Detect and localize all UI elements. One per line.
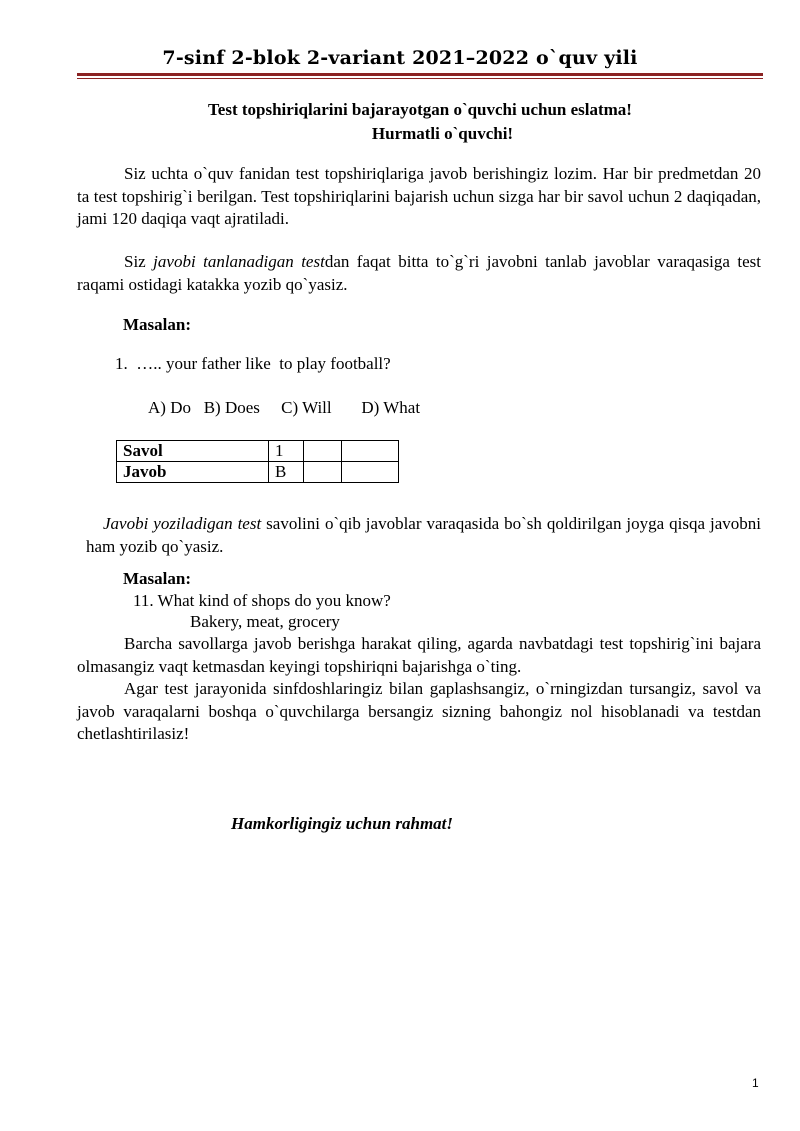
greeting-heading: Hurmatli o`quvchi!	[371, 124, 514, 143]
paragraph-effort	[77, 633, 761, 678]
emphasis-multiple-choice: javobi tanlanadigan test	[153, 252, 325, 271]
paragraph-multiple-choice	[77, 251, 761, 296]
table-cell: 1	[269, 441, 304, 462]
table-row	[117, 462, 399, 483]
paragraph-text: Barcha savollarga javob berishga harakat qiling, agarda navbatdagi test topshirig`ini bajara olmasangiz vaqt ketmasdan keyingi topshiriqni bajarishga o`ting.	[77, 634, 761, 676]
page-header-title: 7-sinf 2-blok 2-variant 2021–2022 o`quv yili	[162, 47, 638, 69]
paragraph-instructions	[77, 163, 761, 231]
table-cell	[342, 441, 399, 462]
page-number: 1	[752, 1076, 759, 1090]
table-cell: Savol	[117, 441, 269, 462]
table-cell: B	[269, 462, 304, 483]
example-label-2: Masalan:	[123, 569, 191, 588]
paragraph-text: Agar test jarayonida sinfdoshlaringiz bilan gaplashsangiz, o`rningizdan tursangiz, savol va javob varaqalarni boshqa o`quvchilarga bersangiz sizning bahongiz nol hisoblanadi va testdan chetlashtirilasiz!	[77, 679, 761, 743]
paragraph-text-end: dan faqat bitta to`g`ri javobni tanlab javoblar varaqasiga test raqami ostidagi katakka yozib qo`yasiz.	[77, 252, 761, 294]
table-cell	[342, 462, 399, 483]
paragraph-written-answer	[86, 513, 761, 558]
example-label-1: Masalan:	[123, 315, 191, 334]
answer-sheet-table	[116, 440, 399, 483]
table-cell	[304, 441, 342, 462]
table-cell	[304, 462, 342, 483]
example-answer-2: Bakery, meat, grocery	[190, 612, 340, 631]
table-row	[117, 441, 399, 462]
example-question-1: 1. ….. your father like to play football?	[115, 354, 391, 373]
paragraph-rules	[77, 678, 761, 746]
header-rule-thick	[77, 73, 763, 76]
paragraph-text: Siz uchta o`quv fanidan test topshiriqlariga javob berishingiz lozim. Har bir predmetdan 20 ta test topshirig`i berilgan. Test topshiriqlarini bajarish uchun sizga har bir savol uchun 2 daqiqadan, jami 120 daqiqa vaqt ajratiladi.	[77, 164, 761, 228]
header-rule-thin	[77, 78, 763, 79]
paragraph-text-start: Siz	[124, 252, 154, 271]
table-cell: Javob	[117, 462, 269, 483]
paragraph-text-end: savolini o`qib javoblar varaqasida bo`sh qoldirilgan joyga qisqa javobni ham yozib qo`yasiz.	[86, 514, 761, 556]
example-question-2: 11. What kind of shops do you know?	[133, 591, 391, 610]
example-options-1: A) Do B) Does C) Will D) What	[148, 398, 421, 417]
closing-thanks: Hamkorligingiz uchun rahmat!	[231, 814, 454, 833]
reminder-heading: Test topshiriqlarini bajarayotgan o`quvchi uchun eslatma!	[208, 100, 632, 119]
emphasis-written-answer: Javobi yoziladigan test	[103, 514, 262, 533]
